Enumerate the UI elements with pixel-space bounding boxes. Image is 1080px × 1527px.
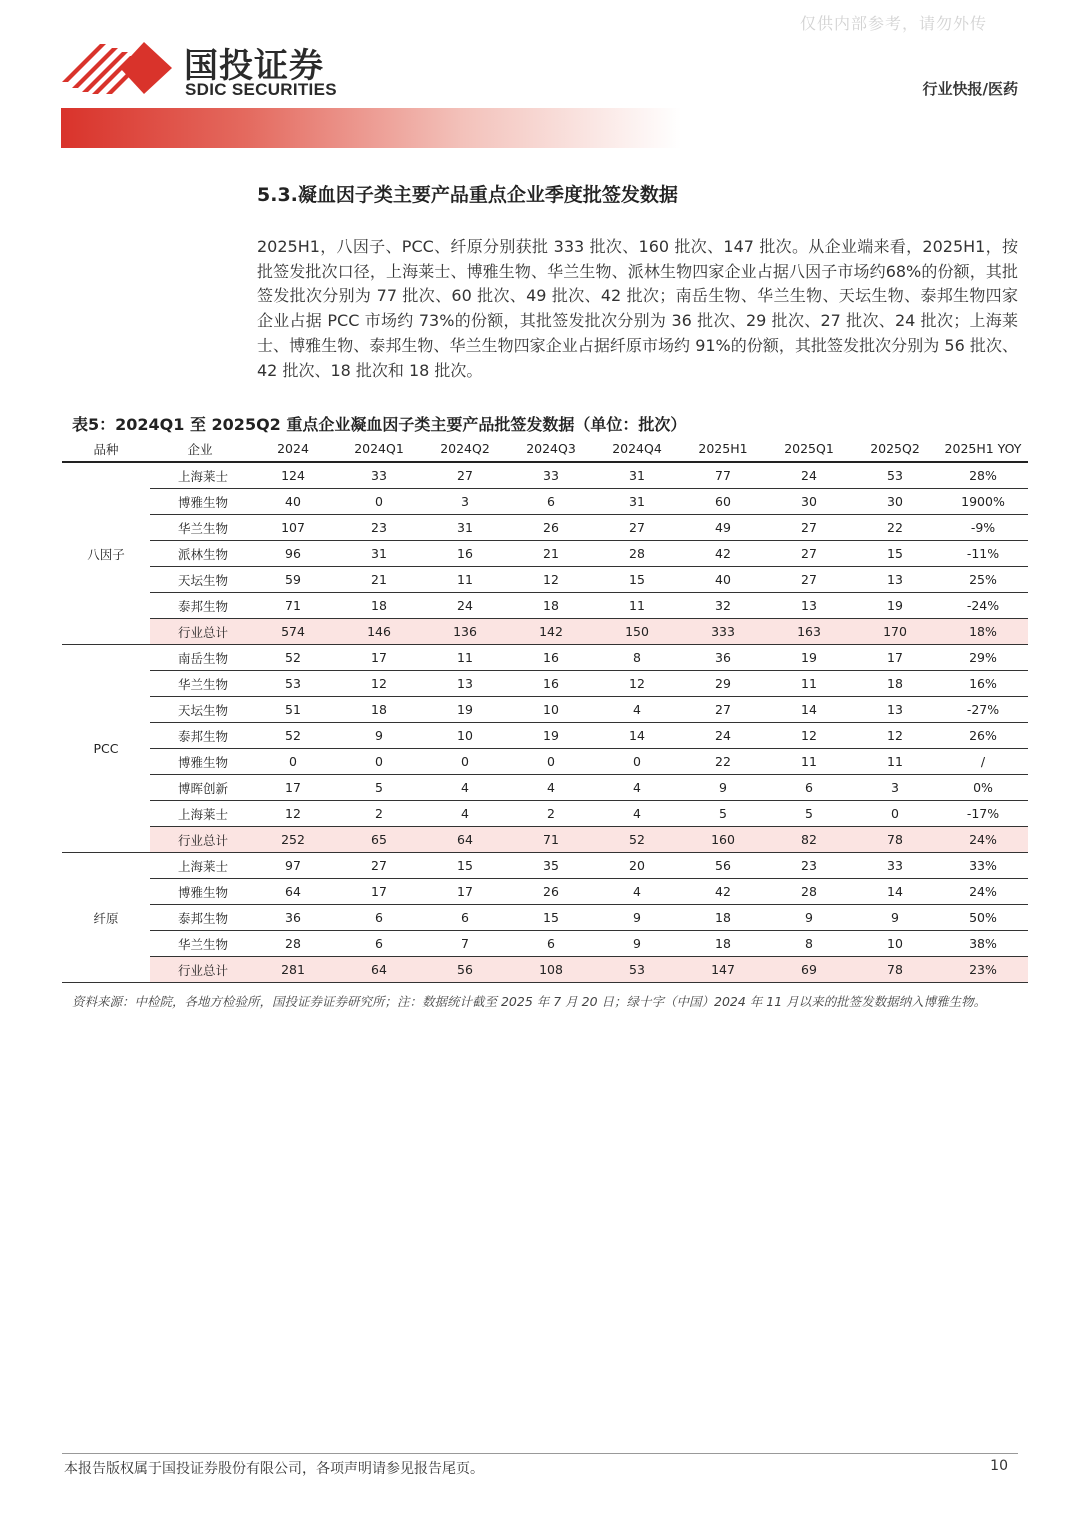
value-cell: -17% — [938, 801, 1028, 827]
value-cell: 77 — [680, 462, 766, 489]
value-cell: 2 — [336, 801, 422, 827]
value-cell: 11 — [766, 749, 852, 775]
value-cell: 24 — [422, 593, 508, 619]
company-logo — [60, 38, 360, 102]
brand-name-cn: 国投证券 — [184, 46, 324, 86]
value-cell: 19 — [422, 697, 508, 723]
column-header: 2025Q1 — [766, 436, 852, 462]
value-cell: 13 — [852, 567, 938, 593]
value-cell: 11 — [422, 567, 508, 593]
company-cell: 上海莱士 — [150, 853, 250, 879]
value-cell: 18 — [336, 593, 422, 619]
value-cell: 136 — [422, 619, 508, 645]
table-row — [62, 567, 1028, 593]
value-cell: 42 — [680, 541, 766, 567]
company-cell: 博雅生物 — [150, 489, 250, 515]
value-cell: 53 — [594, 957, 680, 983]
value-cell: 0 — [336, 489, 422, 515]
value-cell: 12 — [250, 801, 336, 827]
company-cell: 天坛生物 — [150, 697, 250, 723]
value-cell: 78 — [852, 827, 938, 853]
value-cell: 24 — [766, 462, 852, 489]
value-cell: 3 — [852, 775, 938, 801]
table-row — [62, 853, 1028, 879]
value-cell: 56 — [422, 957, 508, 983]
value-cell: 23 — [766, 853, 852, 879]
value-cell: 52 — [250, 645, 336, 671]
value-cell: 9 — [680, 775, 766, 801]
table-row — [62, 697, 1028, 723]
value-cell: 27 — [680, 697, 766, 723]
value-cell: 18 — [852, 671, 938, 697]
category-cell: PCC — [62, 645, 150, 853]
value-cell: 18 — [680, 931, 766, 957]
value-cell: 333 — [680, 619, 766, 645]
footer-divider — [62, 1453, 1018, 1454]
table-row — [62, 801, 1028, 827]
column-header: 企业 — [150, 436, 250, 462]
value-cell: 4 — [508, 775, 594, 801]
value-cell: 9 — [594, 931, 680, 957]
table-body — [62, 462, 1028, 983]
value-cell: 3 — [422, 489, 508, 515]
section-title: 5.3.凝血因子类主要产品重点企业季度批签发数据 — [257, 184, 678, 206]
value-cell: 12 — [508, 567, 594, 593]
value-cell: 26 — [508, 515, 594, 541]
value-cell: 35 — [508, 853, 594, 879]
body-paragraph: 2025H1，八因子、PCC、纤原分别获批 333 批次、160 批次、147 批次。从企业端来看，2025H1，按批签发批次口径，上海莱士、博雅生物、华兰生物、派林生物四家企业占据八因子市场约68%的份额，其批签发批次分别为 77 批次、60 批次、49 批次、42 批次；南岳生物、华兰生物、天坛生物、泰邦生物四家企业占据 PCC 市场约 73%的份额，其批签发批次分别为 36 批次、29 批次、27 批次、24 批次；上海莱士、博雅生物、泰邦生物、华兰生物四家企业占据纤原市场约 91%的份额，其批签发批次分别为 56 批次、42 批次、18 批次和 18 批次。 — [257, 237, 1018, 380]
value-cell: 20 — [594, 853, 680, 879]
value-cell: 10 — [508, 697, 594, 723]
value-cell: 29% — [938, 645, 1028, 671]
value-cell: 36 — [250, 905, 336, 931]
value-cell: 52 — [594, 827, 680, 853]
value-cell: 28% — [938, 462, 1028, 489]
company-cell: 博晖创新 — [150, 775, 250, 801]
table-title: 表5：2024Q1 至 2025Q2 重点企业凝血因子类主要产品批签发数据（单位：批次） — [72, 415, 687, 434]
watermark-text: 仅供内部参考，请勿外传 — [800, 14, 988, 33]
value-cell: 64 — [250, 879, 336, 905]
value-cell: 38% — [938, 931, 1028, 957]
value-cell: 22 — [680, 749, 766, 775]
value-cell: 21 — [508, 541, 594, 567]
value-cell: 53 — [852, 462, 938, 489]
company-cell: 上海莱士 — [150, 462, 250, 489]
value-cell: 19 — [508, 723, 594, 749]
value-cell: 17 — [336, 879, 422, 905]
value-cell: 252 — [250, 827, 336, 853]
value-cell: 24% — [938, 879, 1028, 905]
value-cell: 6 — [422, 905, 508, 931]
table-row — [62, 645, 1028, 671]
value-cell: 64 — [422, 827, 508, 853]
value-cell: 28 — [766, 879, 852, 905]
value-cell: 40 — [680, 567, 766, 593]
company-cell: 天坛生物 — [150, 567, 250, 593]
value-cell: 6 — [508, 489, 594, 515]
value-cell: 10 — [422, 723, 508, 749]
logo-stripes-icon — [60, 38, 178, 96]
value-cell: 17 — [336, 645, 422, 671]
table-row — [62, 879, 1028, 905]
value-cell: 24% — [938, 827, 1028, 853]
column-header: 2024Q2 — [422, 436, 508, 462]
value-cell: 65 — [336, 827, 422, 853]
value-cell: 51 — [250, 697, 336, 723]
value-cell: 18 — [336, 697, 422, 723]
total-row — [62, 619, 1028, 645]
value-cell: 23 — [336, 515, 422, 541]
value-cell: 11 — [852, 749, 938, 775]
value-cell: 60 — [680, 489, 766, 515]
value-cell: 18% — [938, 619, 1028, 645]
table-row — [62, 515, 1028, 541]
value-cell: 14 — [766, 697, 852, 723]
value-cell: 124 — [250, 462, 336, 489]
table-row — [62, 462, 1028, 489]
value-cell: 11 — [422, 645, 508, 671]
company-cell: 华兰生物 — [150, 931, 250, 957]
value-cell: 0 — [508, 749, 594, 775]
value-cell: 16 — [508, 645, 594, 671]
value-cell: 27 — [422, 462, 508, 489]
value-cell: 23% — [938, 957, 1028, 983]
table-row — [62, 775, 1028, 801]
company-cell: 行业总计 — [150, 619, 250, 645]
company-cell: 博雅生物 — [150, 749, 250, 775]
value-cell: 18 — [680, 905, 766, 931]
value-cell: 15 — [852, 541, 938, 567]
company-cell: 华兰生物 — [150, 515, 250, 541]
value-cell: 28 — [250, 931, 336, 957]
value-cell: -24% — [938, 593, 1028, 619]
value-cell: 142 — [508, 619, 594, 645]
value-cell: 78 — [852, 957, 938, 983]
value-cell: 36 — [680, 645, 766, 671]
company-cell: 南岳生物 — [150, 645, 250, 671]
column-header: 2025H1 YOY — [938, 436, 1028, 462]
column-header: 品种 — [62, 436, 150, 462]
value-cell: 0 — [336, 749, 422, 775]
footer-disclaimer: 本报告版权属于国投证券股份有限公司，各项声明请参见报告尾页。 — [64, 1461, 484, 1477]
value-cell: 31 — [594, 489, 680, 515]
column-header: 2024Q3 — [508, 436, 594, 462]
value-cell: 8 — [594, 645, 680, 671]
value-cell: 9 — [594, 905, 680, 931]
value-cell: 52 — [250, 723, 336, 749]
value-cell: 18 — [508, 593, 594, 619]
value-cell: 17 — [250, 775, 336, 801]
category-cell: 纤原 — [62, 853, 150, 983]
value-cell: 1900% — [938, 489, 1028, 515]
column-header: 2025Q2 — [852, 436, 938, 462]
value-cell: 4 — [422, 801, 508, 827]
value-cell: 30 — [852, 489, 938, 515]
column-header: 2024Q1 — [336, 436, 422, 462]
value-cell: 11 — [766, 671, 852, 697]
value-cell: 15 — [508, 905, 594, 931]
value-cell: 4 — [422, 775, 508, 801]
value-cell: 27 — [766, 515, 852, 541]
value-cell: 9 — [766, 905, 852, 931]
value-cell: 97 — [250, 853, 336, 879]
column-header: 2024 — [250, 436, 336, 462]
value-cell: 28 — [594, 541, 680, 567]
company-cell: 华兰生物 — [150, 671, 250, 697]
company-cell: 上海莱士 — [150, 801, 250, 827]
value-cell: 4 — [594, 775, 680, 801]
value-cell: 5 — [680, 801, 766, 827]
value-cell: 2 — [508, 801, 594, 827]
value-cell: -27% — [938, 697, 1028, 723]
value-cell: 8 — [766, 931, 852, 957]
value-cell: 14 — [594, 723, 680, 749]
value-cell: 71 — [250, 593, 336, 619]
value-cell: 6 — [336, 905, 422, 931]
value-cell: 146 — [336, 619, 422, 645]
table-row — [62, 723, 1028, 749]
value-cell: 31 — [422, 515, 508, 541]
value-cell: 17 — [422, 879, 508, 905]
value-cell: 40 — [250, 489, 336, 515]
value-cell: 13 — [852, 697, 938, 723]
value-cell: 7 — [422, 931, 508, 957]
value-cell: 21 — [336, 567, 422, 593]
value-cell: 26 — [508, 879, 594, 905]
total-row — [62, 957, 1028, 983]
value-cell: 0 — [250, 749, 336, 775]
value-cell: 108 — [508, 957, 594, 983]
company-cell: 派林生物 — [150, 541, 250, 567]
value-cell: 33 — [508, 462, 594, 489]
value-cell: 42 — [680, 879, 766, 905]
value-cell: -9% — [938, 515, 1028, 541]
value-cell: 19 — [766, 645, 852, 671]
value-cell: 71 — [508, 827, 594, 853]
value-cell: 19 — [852, 593, 938, 619]
company-cell: 泰邦生物 — [150, 723, 250, 749]
value-cell: 4 — [594, 697, 680, 723]
value-cell: 12 — [766, 723, 852, 749]
value-cell: 150 — [594, 619, 680, 645]
value-cell: 27 — [594, 515, 680, 541]
value-cell: 5 — [336, 775, 422, 801]
value-cell: 69 — [766, 957, 852, 983]
value-cell: 49 — [680, 515, 766, 541]
value-cell: 12 — [852, 723, 938, 749]
table-row — [62, 749, 1028, 775]
column-header: 2024Q4 — [594, 436, 680, 462]
value-cell: 15 — [422, 853, 508, 879]
value-cell: 9 — [336, 723, 422, 749]
value-cell: 11 — [594, 593, 680, 619]
value-cell: 96 — [250, 541, 336, 567]
value-cell: 56 — [680, 853, 766, 879]
value-cell: 16 — [422, 541, 508, 567]
table-row — [62, 671, 1028, 697]
company-cell: 博雅生物 — [150, 879, 250, 905]
value-cell: 147 — [680, 957, 766, 983]
value-cell: -11% — [938, 541, 1028, 567]
table-row — [62, 489, 1028, 515]
value-cell: 163 — [766, 619, 852, 645]
value-cell: 14 — [852, 879, 938, 905]
value-cell: 10 — [852, 931, 938, 957]
value-cell: 6 — [336, 931, 422, 957]
value-cell: 0 — [422, 749, 508, 775]
page-number: 10 — [990, 1458, 1008, 1474]
value-cell: 4 — [594, 801, 680, 827]
value-cell: 6 — [508, 931, 594, 957]
value-cell: 22 — [852, 515, 938, 541]
column-header: 2025H1 — [680, 436, 766, 462]
total-row — [62, 827, 1028, 853]
header-banner — [61, 108, 681, 148]
value-cell: 160 — [680, 827, 766, 853]
value-cell: 27 — [766, 567, 852, 593]
value-cell: 50% — [938, 905, 1028, 931]
value-cell: 30 — [766, 489, 852, 515]
table-row — [62, 541, 1028, 567]
value-cell: 31 — [594, 462, 680, 489]
value-cell: 24 — [680, 723, 766, 749]
value-cell: 27 — [336, 853, 422, 879]
value-cell: 0% — [938, 775, 1028, 801]
value-cell: 12 — [594, 671, 680, 697]
company-cell: 泰邦生物 — [150, 593, 250, 619]
value-cell: 64 — [336, 957, 422, 983]
value-cell: 6 — [766, 775, 852, 801]
value-cell: 13 — [766, 593, 852, 619]
value-cell: 13 — [422, 671, 508, 697]
company-cell: 行业总计 — [150, 957, 250, 983]
table-row — [62, 593, 1028, 619]
table-row — [62, 931, 1028, 957]
batch-release-table — [62, 436, 1028, 983]
value-cell: 4 — [594, 879, 680, 905]
value-cell: 15 — [594, 567, 680, 593]
value-cell: 5 — [766, 801, 852, 827]
value-cell: 107 — [250, 515, 336, 541]
value-cell: 29 — [680, 671, 766, 697]
value-cell: 16% — [938, 671, 1028, 697]
value-cell: 0 — [594, 749, 680, 775]
value-cell: 53 — [250, 671, 336, 697]
value-cell: 31 — [336, 541, 422, 567]
category-cell: 八因子 — [62, 462, 150, 645]
value-cell: 33% — [938, 853, 1028, 879]
value-cell: 82 — [766, 827, 852, 853]
value-cell: 26% — [938, 723, 1028, 749]
value-cell: 33 — [852, 853, 938, 879]
value-cell: 281 — [250, 957, 336, 983]
header-row — [62, 436, 1028, 462]
source-note: 资料来源：中检院，各地方检验所，国投证券证券研究所；注：数据统计截至 2025 年 7 月 20 日；绿十字（中国）2024 年 11 月以来的批签发数据纳入博雅生物。 — [72, 994, 987, 1009]
value-cell: 17 — [852, 645, 938, 671]
table-header — [62, 436, 1028, 462]
value-cell: / — [938, 749, 1028, 775]
value-cell: 25% — [938, 567, 1028, 593]
company-cell: 行业总计 — [150, 827, 250, 853]
report-type-label: 行业快报/医药 — [922, 80, 1018, 98]
value-cell: 12 — [336, 671, 422, 697]
value-cell: 33 — [336, 462, 422, 489]
value-cell: 9 — [852, 905, 938, 931]
company-cell: 泰邦生物 — [150, 905, 250, 931]
table-row — [62, 905, 1028, 931]
value-cell: 16 — [508, 671, 594, 697]
value-cell: 574 — [250, 619, 336, 645]
value-cell: 59 — [250, 567, 336, 593]
value-cell: 170 — [852, 619, 938, 645]
value-cell: 32 — [680, 593, 766, 619]
value-cell: 0 — [852, 801, 938, 827]
value-cell: 27 — [766, 541, 852, 567]
brand-name-en: SDIC SECURITIES — [185, 80, 337, 99]
